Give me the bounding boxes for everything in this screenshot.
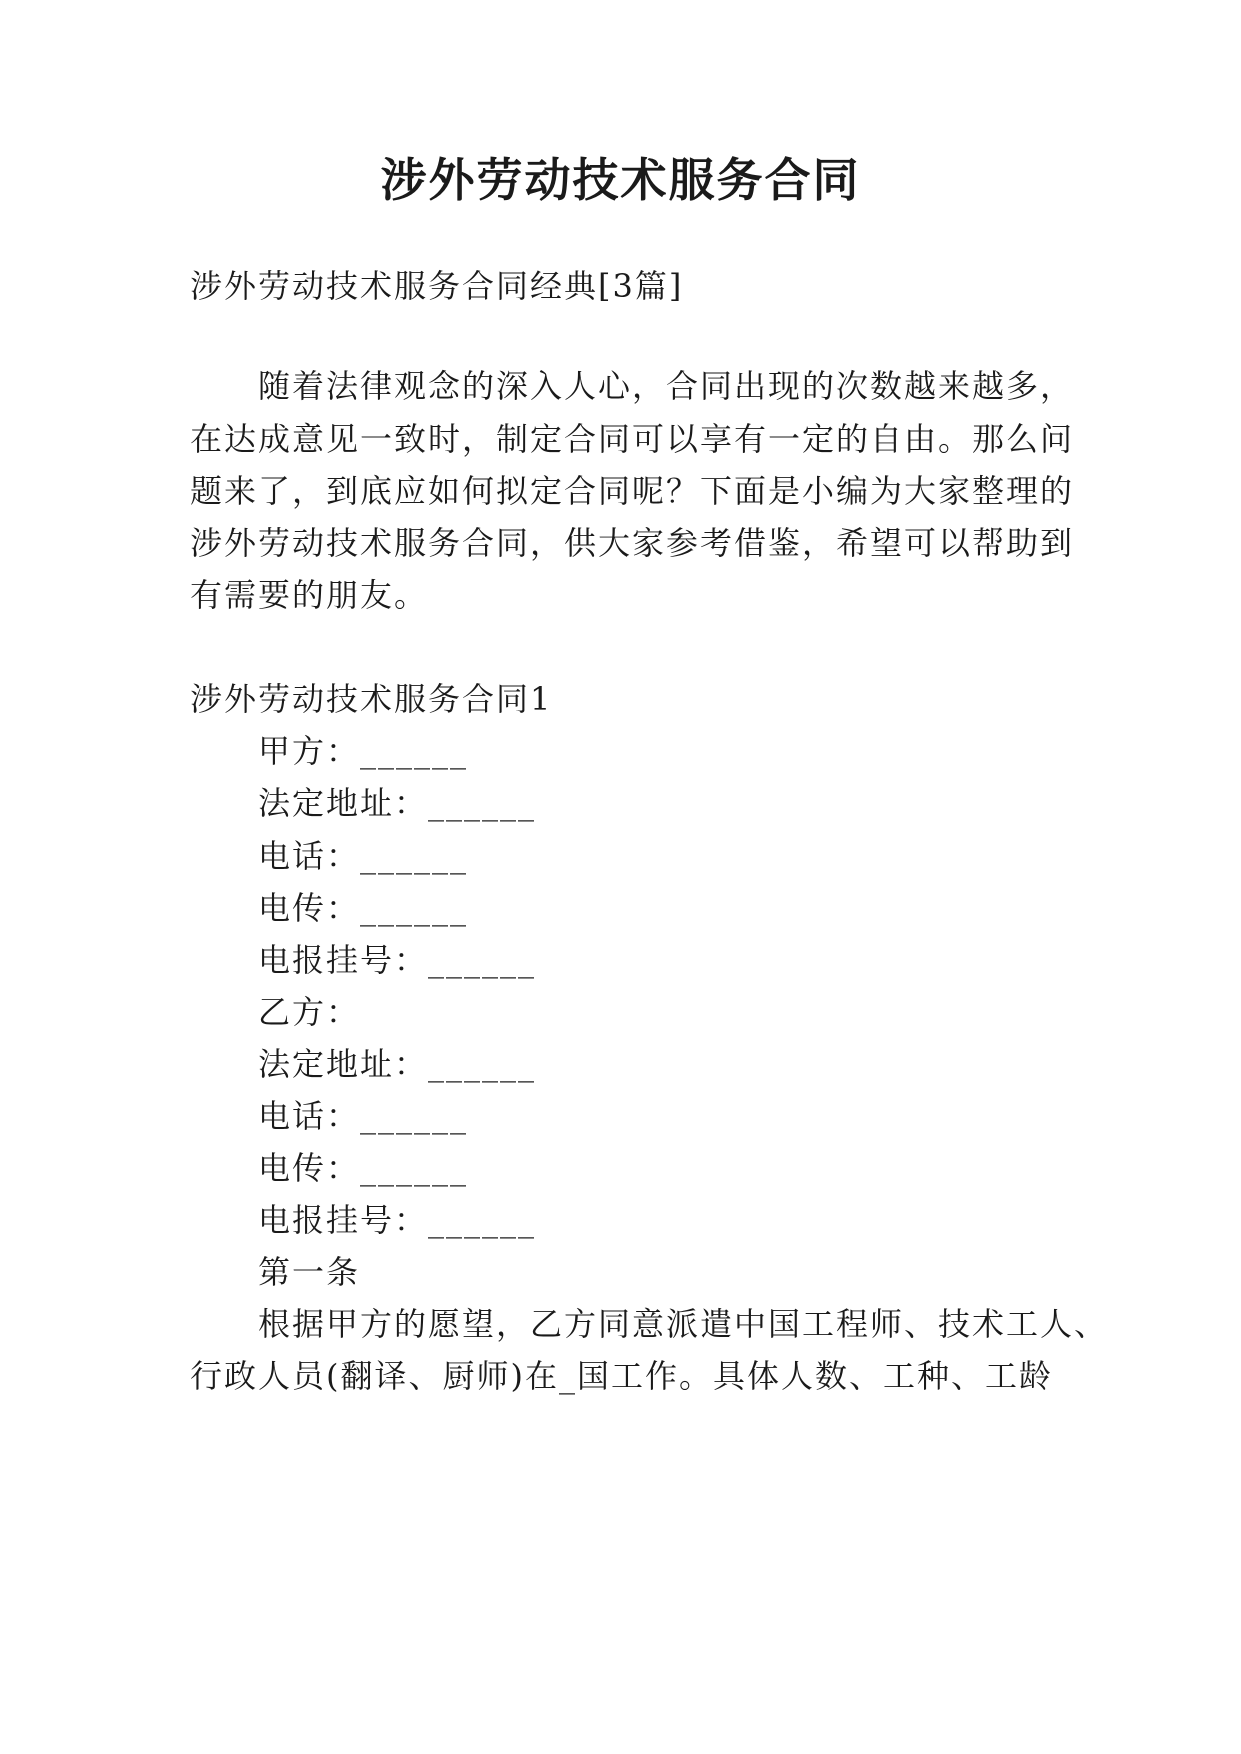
intro-line-4: 涉外劳动技术服务合同，供大家参考借鉴，希望可以帮助到: [190, 524, 1075, 562]
party-a-phone: 电话：______: [258, 837, 469, 875]
document-subtitle: 涉外劳动技术服务合同经典[3篇]: [190, 267, 684, 305]
party-b-label: 乙方：: [258, 993, 361, 1031]
intro-line-2: 在达成意见一致时，制定合同可以享有一定的自由。那么问: [190, 420, 1075, 458]
intro-line-1: 随着法律观念的深入人心，合同出现的次数越来越多，: [258, 367, 1075, 405]
party-a-fax: 电传：______: [258, 889, 469, 927]
party-a-address: 法定地址：______: [258, 784, 537, 822]
party-b-address: 法定地址：______: [258, 1045, 537, 1083]
article-1-heading: 第一条: [258, 1253, 361, 1291]
article-1-line-1: 根据甲方的愿望，乙方同意派遣中国工程师、技术工人、: [258, 1305, 1109, 1343]
party-b-telegraph: 电报挂号：______: [258, 1201, 537, 1239]
intro-line-5: 有需要的朋友。: [190, 576, 429, 614]
party-b-phone: 电话：______: [258, 1097, 469, 1135]
document-title: 涉外劳动技术服务合同: [380, 153, 861, 207]
section-heading: 涉外劳动技术服务合同1: [190, 680, 553, 718]
party-a-label: 甲方：______: [258, 732, 469, 770]
article-1-line-2: 行政人员(翻译、厨师)在_国工作。具体人数、工种、工龄: [190, 1357, 1053, 1395]
intro-line-3: 题来了，到底应如何拟定合同呢？下面是小编为大家整理的: [190, 472, 1075, 510]
party-b-fax: 电传：______: [258, 1149, 469, 1187]
party-a-telegraph: 电报挂号：______: [258, 941, 537, 979]
